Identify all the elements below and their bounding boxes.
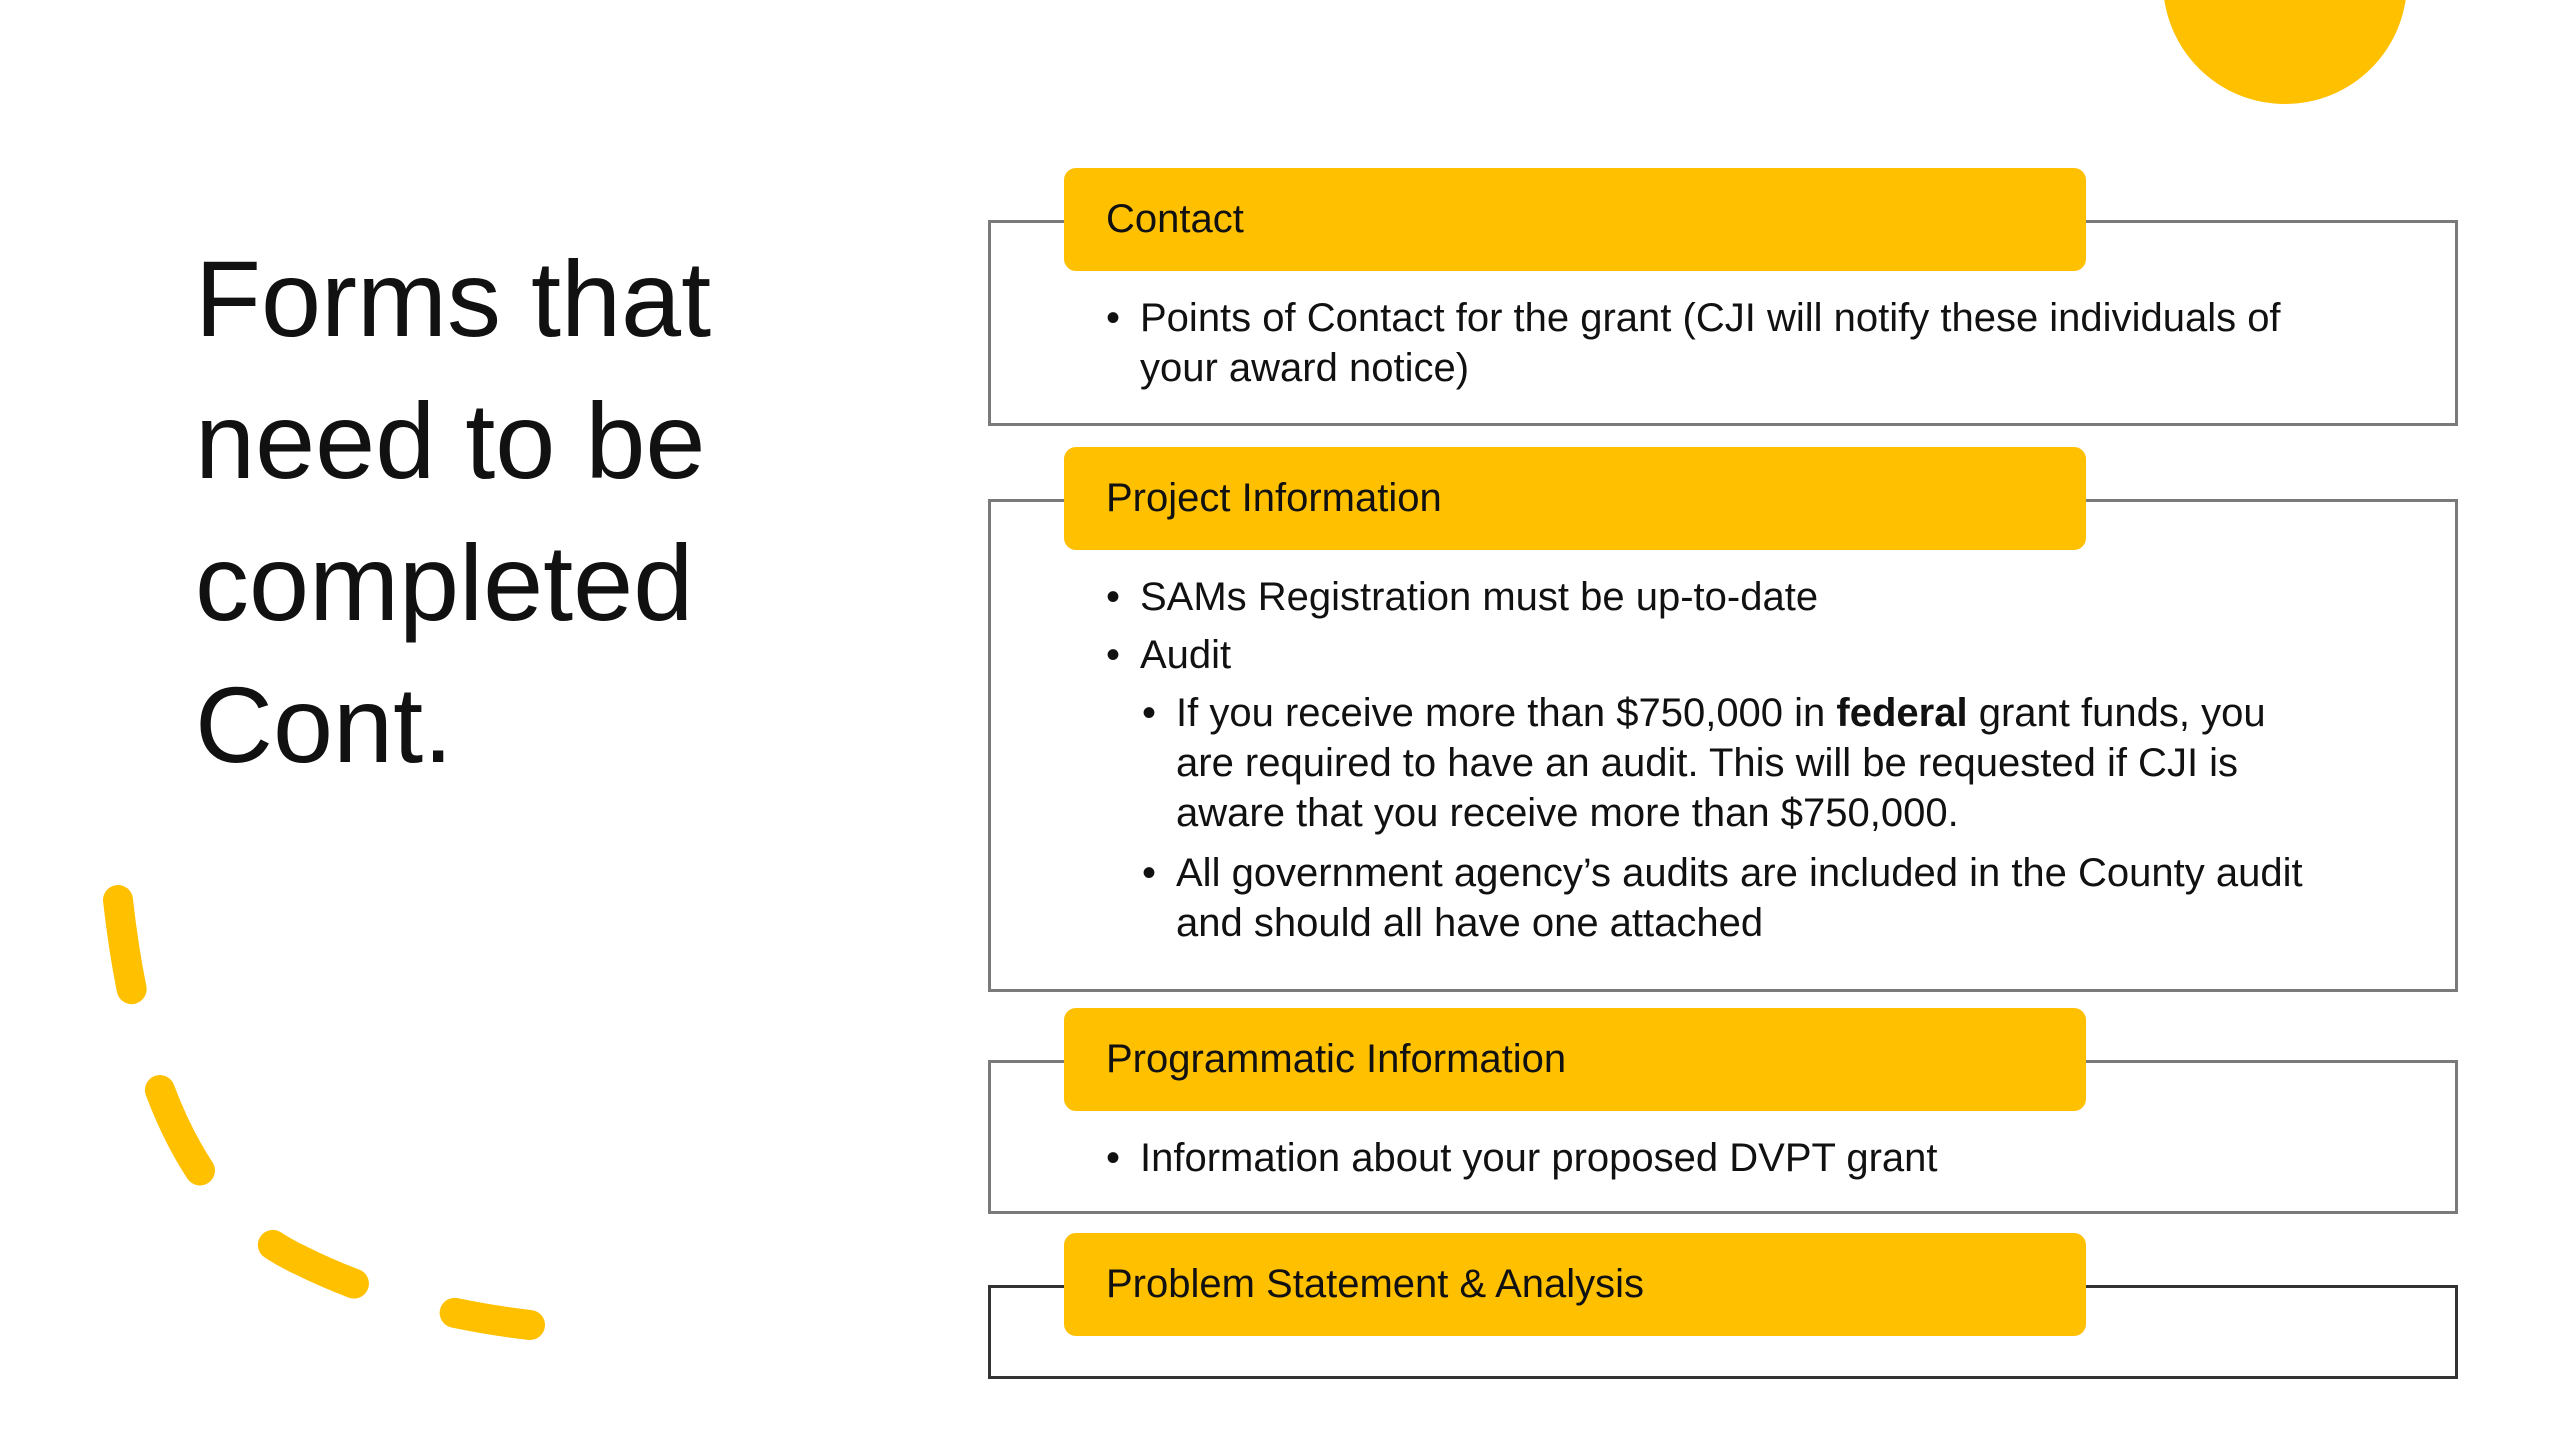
section-header-project-information: Project Information [1064, 447, 2086, 550]
bullet-list [1106, 572, 2328, 948]
bullet-icon: • [1142, 851, 1157, 895]
list-item [1142, 688, 2328, 838]
section-problem-statement [988, 1233, 2458, 1379]
list-item: • Points of Contact for the grant (CJI will notify these individuals of your award notice) [1106, 293, 2328, 393]
sub-bullet-list [1142, 688, 2328, 948]
bullet-icon: • [1106, 633, 1121, 677]
bullet-icon: • [1106, 296, 1121, 340]
bullet-icon: • [1106, 575, 1121, 619]
list-item: • Audit • If you receive more than $750,000 in federal grant funds, you are required to have an audit. This will be requested if CJI is aware that you receive more than $750,000. • All government agency’s audits are included in the County audit and should all have one attached [1106, 630, 2328, 948]
bullet-list [1106, 293, 2328, 393]
section-programmatic-information [988, 1008, 2458, 1214]
bullet-icon: • [1106, 1136, 1121, 1180]
section-project-information [988, 447, 2458, 992]
list-item: • SAMs Registration must be up-to-date [1106, 572, 2328, 622]
list-item: • Information about your proposed DVPT grant [1106, 1133, 2328, 1183]
bullet-list [1106, 1133, 2328, 1183]
section-contact [988, 168, 2458, 426]
list-item: • All government agency’s audits are included in the County audit and should all have one attached [1142, 848, 2328, 948]
section-header-contact: Contact [1064, 168, 2086, 271]
section-header-programmatic-information: Programmatic Information [1064, 1008, 2086, 1111]
circle-decoration-icon [2163, 0, 2407, 104]
sub-bullet-audit-text: If you receive more than $750,000 in federal grant funds, you are required to have an audit. This will be requested if CJI is aware that you receive more than $750,000. [1176, 691, 2266, 835]
section-header-problem-statement: Problem Statement & Analysis [1064, 1233, 2086, 1336]
slide-title: Forms that need to be completed Cont. [195, 238, 712, 785]
bullet-icon: • [1142, 691, 1157, 735]
